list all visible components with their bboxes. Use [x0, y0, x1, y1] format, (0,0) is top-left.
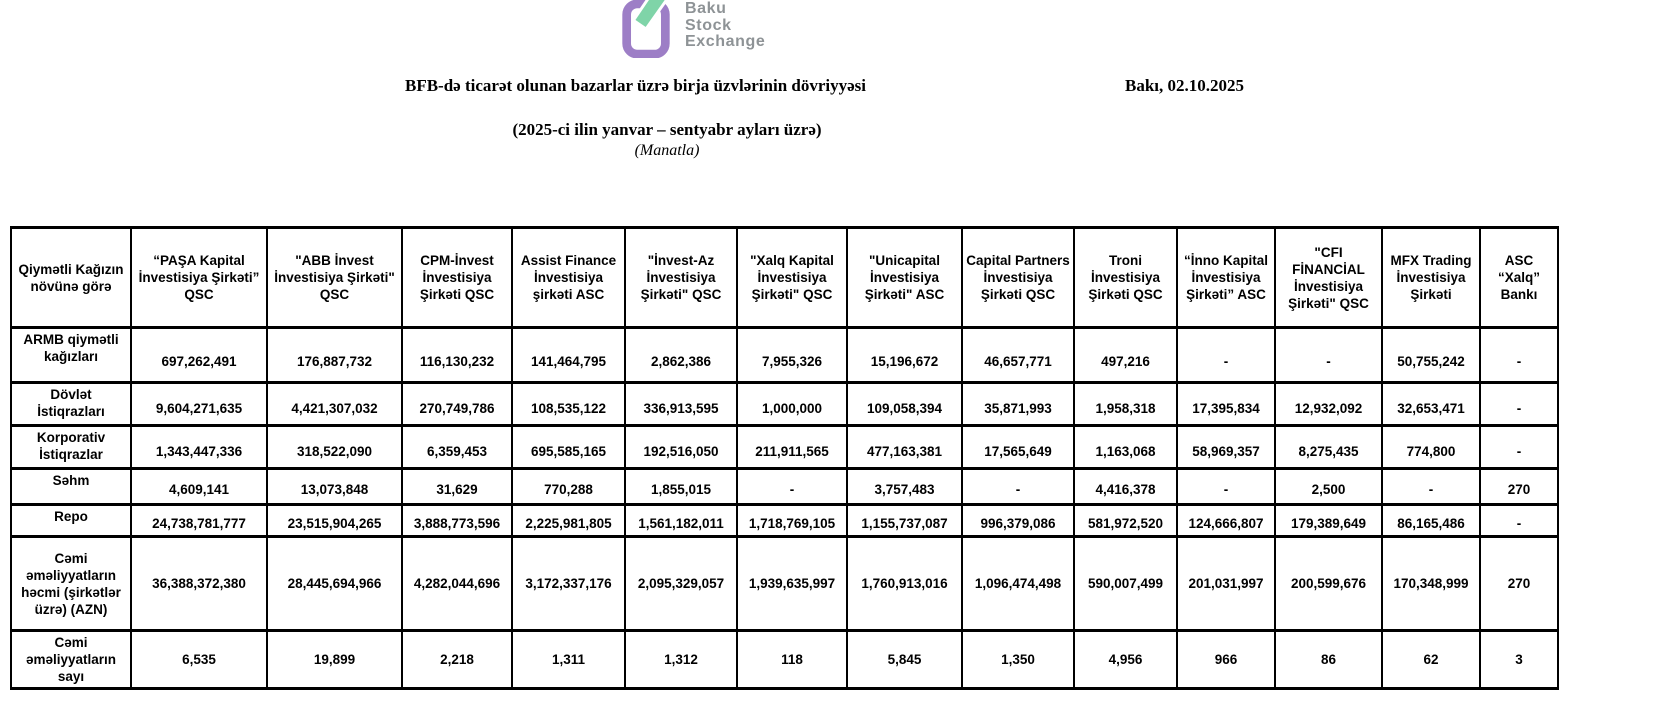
column-header: “PAŞA Kapital İnvestisiya Şirkəti” QSC	[131, 228, 267, 328]
value-cell: 8,275,435	[1275, 426, 1382, 469]
value-cell: 336,913,595	[625, 383, 737, 426]
value-cell: -	[1480, 328, 1558, 383]
value-cell: 590,007,499	[1074, 537, 1177, 631]
value-cell: 6,535	[131, 631, 267, 689]
value-cell: 770,288	[512, 469, 625, 505]
value-cell: 3	[1480, 631, 1558, 689]
value-cell: 24,738,781,777	[131, 505, 267, 537]
value-cell: 36,388,372,380	[131, 537, 267, 631]
value-cell: 28,445,694,966	[267, 537, 402, 631]
logo-line-3: Exchange	[685, 33, 766, 50]
value-cell: 108,535,122	[512, 383, 625, 426]
value-cell: 1,350	[962, 631, 1074, 689]
value-cell: 46,657,771	[962, 328, 1074, 383]
value-cell: 32,653,471	[1382, 383, 1480, 426]
value-cell: 31,629	[402, 469, 512, 505]
row-label: Cəmi əməliyyatların həcmi (şirkətlər üzrə) (AZN)	[11, 537, 131, 631]
value-cell: 774,800	[1382, 426, 1480, 469]
value-cell: 1,343,447,336	[131, 426, 267, 469]
table-row	[11, 631, 1558, 689]
value-cell: 7,955,326	[737, 328, 847, 383]
value-cell: 50,755,242	[1382, 328, 1480, 383]
value-cell: 116,130,232	[402, 328, 512, 383]
column-header: "İnvest-Az İnvestisiya Şirkəti" QSC	[625, 228, 737, 328]
value-cell: 109,058,394	[847, 383, 962, 426]
value-cell: 497,216	[1074, 328, 1177, 383]
column-header: ASC “Xalq” Bankı	[1480, 228, 1558, 328]
value-cell: 2,862,386	[625, 328, 737, 383]
value-cell: 4,282,044,696	[402, 537, 512, 631]
column-header: "ABB İnvest İnvestisiya Şirkəti" QSC	[267, 228, 402, 328]
value-cell: -	[1480, 505, 1558, 537]
value-cell: 3,888,773,596	[402, 505, 512, 537]
value-cell: 1,000,000	[737, 383, 847, 426]
value-cell: 170,348,999	[1382, 537, 1480, 631]
value-cell: 86,165,486	[1382, 505, 1480, 537]
value-cell: -	[1177, 328, 1275, 383]
value-cell: 996,379,086	[962, 505, 1074, 537]
value-cell: 1,312	[625, 631, 737, 689]
value-cell: 23,515,904,265	[267, 505, 402, 537]
value-cell: 4,956	[1074, 631, 1177, 689]
value-cell: -	[1480, 383, 1558, 426]
value-cell: 200,599,676	[1275, 537, 1382, 631]
value-cell: 35,871,993	[962, 383, 1074, 426]
value-cell: 4,421,307,032	[267, 383, 402, 426]
value-cell: -	[737, 469, 847, 505]
logo-line-2: Stock	[685, 16, 732, 34]
value-cell: 1,958,318	[1074, 383, 1177, 426]
report-date: Bakı, 02.10.2025	[1125, 76, 1245, 95]
value-cell: 2,218	[402, 631, 512, 689]
value-cell: 86	[1275, 631, 1382, 689]
column-header: CPM-İnvest İnvestisiya Şirkəti QSC	[402, 228, 512, 328]
value-cell: -	[962, 469, 1074, 505]
value-cell: 192,516,050	[625, 426, 737, 469]
table-row	[11, 537, 1558, 631]
value-cell: 13,073,848	[267, 469, 402, 505]
value-cell: 2,095,329,057	[625, 537, 737, 631]
row-label: Səhm	[11, 469, 131, 505]
value-cell: 2,225,981,805	[512, 505, 625, 537]
column-header: MFX Trading İnvestisiya Şirkəti	[1382, 228, 1480, 328]
currency-note: (Manatla)	[634, 142, 700, 159]
value-cell: 9,604,271,635	[131, 383, 267, 426]
value-cell: 17,395,834	[1177, 383, 1275, 426]
column-header: Capital Partners İnvestisiya Şirkəti QSC	[962, 228, 1074, 328]
table-row	[11, 328, 1558, 383]
table-row	[11, 505, 1558, 537]
value-cell: 270	[1480, 537, 1558, 631]
table-header-row	[11, 228, 1558, 328]
turnover-table	[10, 226, 1559, 690]
value-cell: 1,718,769,105	[737, 505, 847, 537]
report-period: (2025-ci ilin yanvar – sentyabr ayları üzrə)	[512, 120, 822, 139]
value-cell: 211,911,565	[737, 426, 847, 469]
value-cell: 1,939,635,997	[737, 537, 847, 631]
value-cell: 3,172,337,176	[512, 537, 625, 631]
column-header: "Xalq Kapital İnvestisiya Şirkəti" QSC	[737, 228, 847, 328]
value-cell: 270,749,786	[402, 383, 512, 426]
column-header: “İnno Kapital İnvestisiya Şirkəti” ASC	[1177, 228, 1275, 328]
row-label: Dövlət İstiqrazları	[11, 383, 131, 426]
bse-logo	[620, 0, 765, 58]
value-cell: 1,855,015	[625, 469, 737, 505]
value-cell: 581,972,520	[1074, 505, 1177, 537]
corner-header: Qiymətli Kağızın növünə görə	[11, 228, 131, 328]
value-cell: 1,155,737,087	[847, 505, 962, 537]
value-cell: -	[1480, 426, 1558, 469]
value-cell: 1,760,913,016	[847, 537, 962, 631]
column-header: "CFI FİNANCİAL İnvestisiya Şirkəti" QSC	[1275, 228, 1382, 328]
document-header	[0, 0, 1669, 226]
value-cell: 477,163,381	[847, 426, 962, 469]
value-cell: 15,196,672	[847, 328, 962, 383]
value-cell: 62	[1382, 631, 1480, 689]
value-cell: 697,262,491	[131, 328, 267, 383]
value-cell: 5,845	[847, 631, 962, 689]
value-cell: 12,932,092	[1275, 383, 1382, 426]
value-cell: 118	[737, 631, 847, 689]
row-label: ARMB qiymətli kağızları	[11, 328, 131, 383]
value-cell: 2,500	[1275, 469, 1382, 505]
bse-logo-icon	[620, 0, 672, 58]
value-cell: 6,359,453	[402, 426, 512, 469]
value-cell: 270	[1480, 469, 1558, 505]
value-cell: 141,464,795	[512, 328, 625, 383]
table-row	[11, 426, 1558, 469]
logo-line-1: Baku	[685, 0, 727, 17]
value-cell: 124,666,807	[1177, 505, 1275, 537]
value-cell: 176,887,732	[267, 328, 402, 383]
value-cell: -	[1275, 328, 1382, 383]
page-title: BFB-də ticarət olunan bazarlar üzrə birja üzvlərinin dövriyyəsi	[405, 76, 867, 95]
value-cell: 1,096,474,498	[962, 537, 1074, 631]
value-cell: 318,522,090	[267, 426, 402, 469]
row-label: Cəmi əməliyyatların sayı	[11, 631, 131, 689]
table-row	[11, 469, 1558, 505]
value-cell: 695,585,165	[512, 426, 625, 469]
row-label: Korporativ İstiqrazlar	[11, 426, 131, 469]
value-cell: 179,389,649	[1275, 505, 1382, 537]
value-cell: 3,757,483	[847, 469, 962, 505]
value-cell: 1,311	[512, 631, 625, 689]
value-cell: 1,561,182,011	[625, 505, 737, 537]
column-header: Troni İnvestisiya Şirkəti QSC	[1074, 228, 1177, 328]
value-cell: 4,609,141	[131, 469, 267, 505]
value-cell: 966	[1177, 631, 1275, 689]
value-cell: 19,899	[267, 631, 402, 689]
table-row	[11, 383, 1558, 426]
value-cell: 17,565,649	[962, 426, 1074, 469]
value-cell: 58,969,357	[1177, 426, 1275, 469]
value-cell: 4,416,378	[1074, 469, 1177, 505]
row-label: Repo	[11, 505, 131, 537]
value-cell: -	[1382, 469, 1480, 505]
bse-logo-text	[685, 1, 765, 51]
value-cell: 201,031,997	[1177, 537, 1275, 631]
column-header: "Unicapital İnvestisiya Şirkəti" ASC	[847, 228, 962, 328]
value-cell: -	[1177, 469, 1275, 505]
column-header: Assist Finance İnvestisiya şirkəti ASC	[512, 228, 625, 328]
value-cell: 1,163,068	[1074, 426, 1177, 469]
